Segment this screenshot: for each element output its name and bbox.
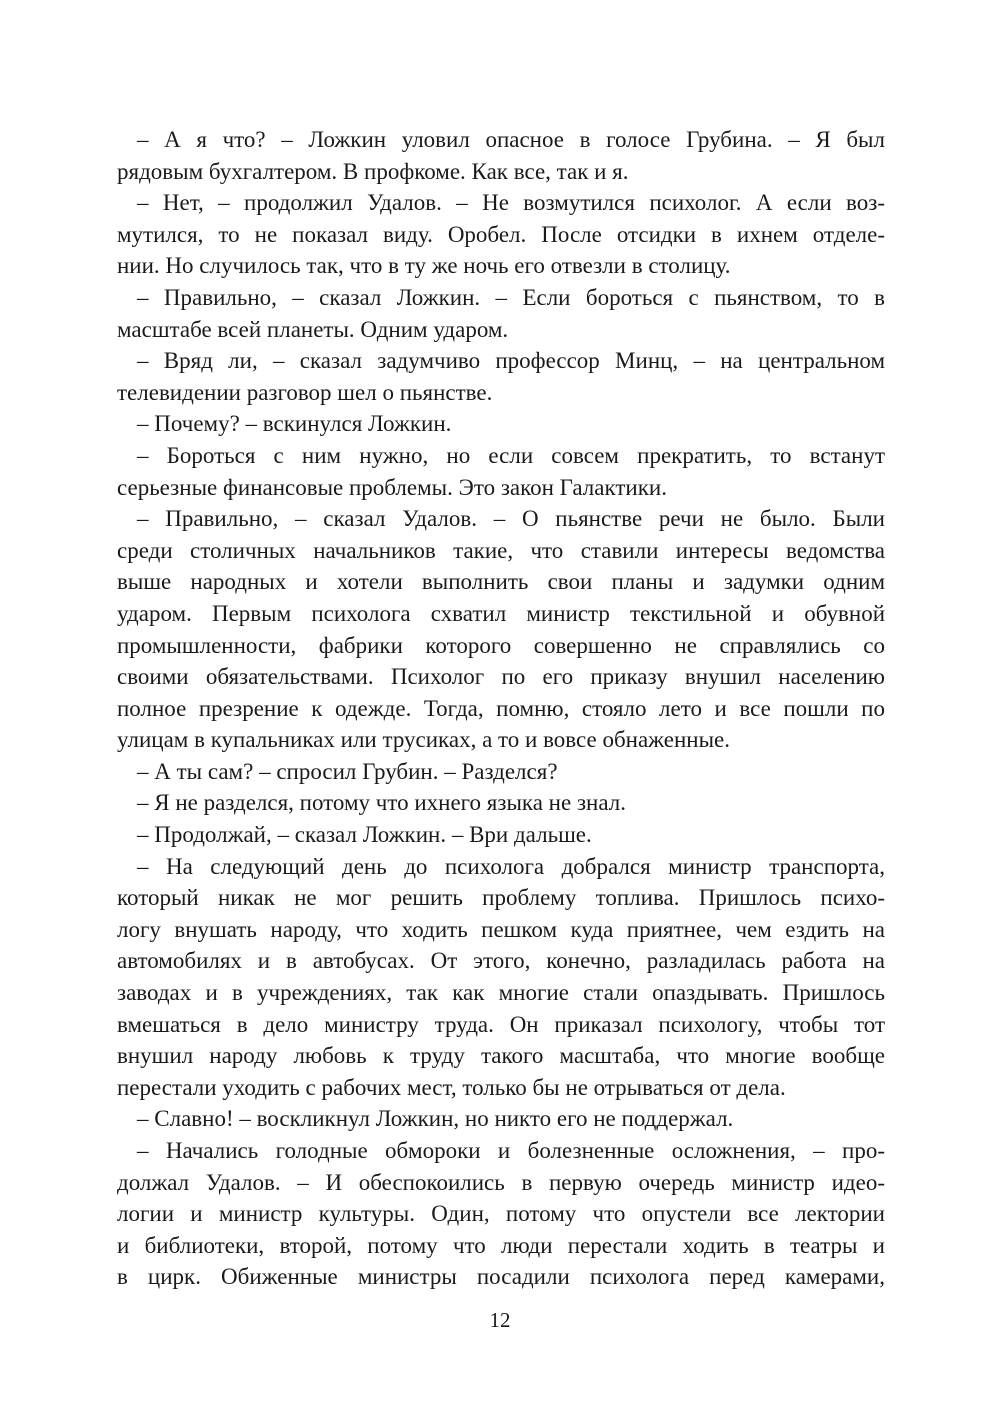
text-line: – Начались голодные обмороки и болезненные осложнения, – про- (137, 1138, 885, 1163)
text-line: – Бороться с ним нужно, но если совсем прекратить, то встанут (137, 442, 885, 468)
text-line: мутился, то не показал виду. Оробел. После отсидки в ихнем отделе- (117, 221, 885, 247)
text-line: серьезные финансовые проблемы. Это закон Галактики. (117, 474, 667, 500)
text-line: среди столичных начальников такие, что ставили интересы ведомства (117, 537, 885, 563)
paragraph (117, 851, 885, 1104)
paragraph (117, 440, 885, 503)
text-line: – Почему? – вскинулся Ложкин. (137, 411, 452, 437)
paragraph (117, 282, 885, 345)
page-number: 12 (489, 1308, 511, 1332)
text-line: который никак не мог решить проблему топлива. Пришлось психо- (117, 885, 885, 911)
paragraph (117, 124, 885, 187)
paragraph (117, 787, 885, 819)
text-line: – Нет, – продолжил Удалов. – Не возмутился психолог. А если воз- (137, 190, 885, 216)
text-line: промышленности, фабрики которого совершенно не справлялись со (117, 632, 885, 658)
text-line: заводах и в учреждениях, так как многие стали опаздывать. Пришлось (117, 980, 885, 1006)
text-line: улицам в купальниках или трусиках, а то и вовсе обнаженные. (117, 727, 731, 753)
text-line: – Правильно, – сказал Удалов. – О пьянстве речи не было. Были (137, 506, 885, 532)
text-line: вмешаться в дело министру труда. Он приказал психологу, чтобы тот (117, 1011, 885, 1037)
text-line: автомобилях и в автобусах. От этого, конечно, разладилась работа на (117, 948, 885, 974)
text-line: выше народных и хотели выполнить свои планы и задумки одним (117, 569, 885, 595)
paragraph (117, 408, 885, 440)
text-line: нии. Но случилось так, что в ту же ночь его отвезли в столицу. (117, 253, 731, 279)
text-line: – А я что? – Ложкин уловил опасное в голосе Грубина. – Я был (137, 127, 885, 152)
body-text (117, 124, 885, 1293)
text-line: – Продолжай, – сказал Ложкин. – Ври дальше. (137, 822, 592, 848)
text-line: внушил народу любовь к труду такого масштаба, что многие вообще (117, 1043, 885, 1069)
text-line: своими обязательствами. Психолог по его приказу внушил населению (117, 664, 885, 690)
paragraph (117, 1103, 885, 1135)
text-line: должал Удалов. – И обеспокоились в первую очередь министр идео- (117, 1169, 885, 1195)
text-line: логии и министр культуры. Один, потому что опустели все лектории (117, 1201, 885, 1227)
text-line: – Славно! – воскликнул Ложкин, но никто его не поддержал. (137, 1106, 734, 1132)
text-line: – На следующий день до психолога добрался министр транспорта, (137, 853, 885, 879)
text-line: логу внушать народу, что ходить пешком куда приятнее, чем ездить на (117, 916, 885, 942)
text-line: в цирк. Обиженные министры посадили психолога перед камерами, (117, 1264, 885, 1290)
paragraph (117, 345, 885, 408)
paragraph (117, 819, 885, 851)
paragraph (117, 756, 885, 788)
text-line: перестали уходить с рабочих мест, только бы не отрываться от дела. (117, 1074, 786, 1100)
paragraph (117, 503, 885, 756)
text-line: рядовым бухгалтером. В профкоме. Как все, так и я. (117, 158, 629, 184)
text-line: телевидении разговор шел о пьянстве. (117, 379, 493, 405)
paragraph (117, 187, 885, 282)
text-line: – А ты сам? – спросил Грубин. – Разделся? (137, 758, 558, 784)
text-line: полное презрение к одежде. Тогда, помню, стояло лето и все пошли по (117, 695, 885, 721)
text-line: ударом. Первым психолога схватил министр текстильной и обувной (117, 600, 885, 626)
text-line: и библиотеки, второй, потому что люди перестали ходить в театры и (117, 1232, 885, 1258)
text-line: – Я не разделся, потому что ихнего языка не знал. (137, 790, 626, 816)
text-line: – Вряд ли, – сказал задумчиво профессор Минц, – на центральном (137, 348, 885, 374)
text-line: – Правильно, – сказал Ложкин. – Если бороться с пьянством, то в (137, 284, 885, 310)
paragraph (117, 1135, 885, 1293)
text-line: масштабе всей планеты. Одним ударом. (117, 316, 509, 342)
